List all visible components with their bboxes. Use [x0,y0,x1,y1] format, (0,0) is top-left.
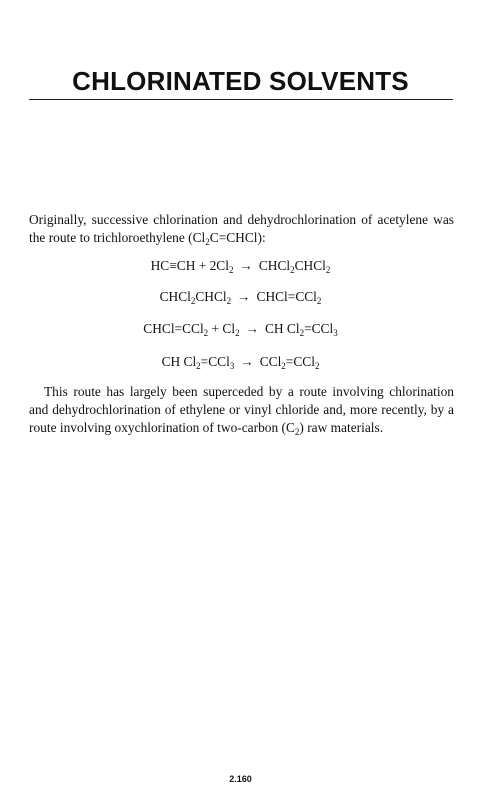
closing-text-a: This route has largely been superceded by a route involving chlorination and dehydrochlorination of ethylene or vinyl chloride and, more recently, by a route involving oxychlorination of two-carbon (C [29,384,454,435]
eq2-sub2: 2 [226,296,232,306]
eq2-part3: CHCl=CCl [256,289,317,304]
eq4-part4: =CCl [285,354,315,369]
intro-paragraph [29,211,454,247]
title-rule [29,99,453,100]
equation-1 [0,258,481,274]
eq4-sub3: 2 [281,361,286,371]
eq4-part3: CCl [259,354,282,369]
intro-subscript: 2 [205,237,210,247]
page-number: 2.160 [229,774,252,784]
eq3-part2: + Cl [208,321,236,336]
closing-paragraph [29,383,454,437]
closing-subscript: 2 [294,427,300,437]
eq3-sub4: 3 [333,328,338,338]
closing-text-b: ) raw materials. [299,420,384,435]
eq4-sub2: 3 [229,361,235,371]
eq2-sub3: 2 [316,296,322,306]
intro-text-b: C=CHCl): [209,230,266,245]
eq3-sub1: 2 [203,328,209,338]
eq1-sub3: 2 [325,265,331,275]
eq1-part2: CHCl [258,258,291,273]
eq1-sub2: 2 [290,265,295,275]
eq4-part2: =CCl [200,354,230,369]
chapter-title: CHLORINATED SOLVENTS [72,66,409,96]
eq1-arrow: → [239,258,253,273]
eq1-part1: HC≡CH + 2Cl [150,258,229,273]
eq3-arrow: → [245,321,259,336]
eq3-sub3: 2 [299,328,305,338]
equation-3 [0,321,481,337]
eq4-sub1: 2 [196,361,201,371]
equation-2 [0,289,481,305]
eq3-part4: =CCl [304,321,334,336]
eq3-part3: CH Cl [264,321,300,336]
eq4-part1: CH Cl [161,354,197,369]
eq1-part3: CHCl [294,258,326,273]
eq2-part2: CHCl [195,289,227,304]
eq2-arrow: → [237,289,251,304]
eq4-arrow: → [240,354,254,369]
eq2-sub1: 2 [190,296,196,306]
intro-text-a: Originally, successive chlorination and dehydrochlorination of acetylene was the route to trichloroethylene (Cl [29,212,454,245]
equation-4 [0,354,481,370]
eq3-part1: CHCl=CCl [143,321,204,336]
eq3-sub2: 2 [235,328,240,338]
eq4-sub4: 2 [314,361,320,371]
eq2-part1: CHCl [159,289,191,304]
eq1-sub1: 2 [228,265,234,275]
